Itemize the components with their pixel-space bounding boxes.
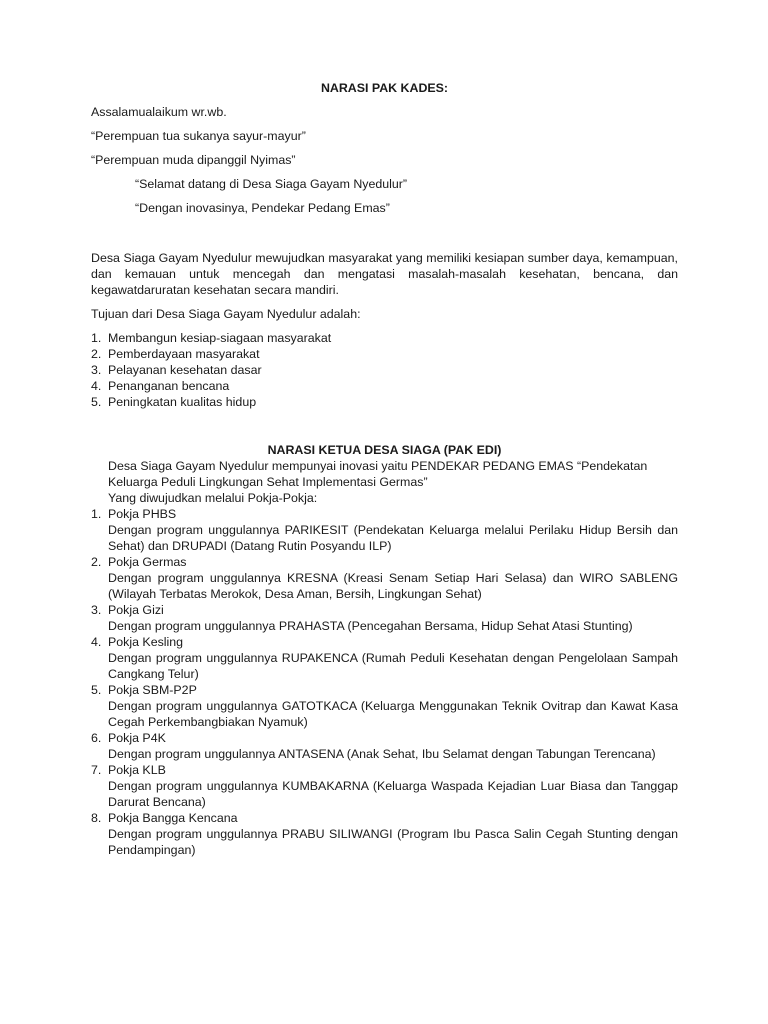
list-item bbox=[91, 330, 678, 346]
pokja-program: Dengan program unggulannya KRESNA (Kreasi Senam Setiap Hari Selasa) dan WIRO SABLENG (Wilayah Terbatas Merokok, Desa Aman, Bersih, Lingkungan Sehat) bbox=[108, 571, 678, 601]
list-item-text: Peningkatan kualitas hidup bbox=[108, 395, 257, 409]
list-number: 3. bbox=[91, 363, 102, 377]
list-number: 1. bbox=[91, 331, 102, 345]
desa-siaga-paragraph: Desa Siaga Gayam Nyedulur mewujudkan masyarakat yang memiliki kesiapan sumber daya, kemampuan, dan kemauan untuk mencegah dan mengatasi masalah-masalah kesehatan, bencana, dan kegawatdaruratan kesehatan secara mandiri. bbox=[91, 251, 678, 297]
list-number: 7. bbox=[91, 763, 102, 777]
pokja-program: Dengan program unggulannya ANTASENA (Anak Sehat, Ibu Selamat dengan Tabungan Terencana) bbox=[108, 747, 656, 761]
pokja-item bbox=[91, 682, 678, 730]
pokja-item bbox=[91, 810, 678, 858]
pokja-name: Pokja SBM-P2P bbox=[108, 683, 197, 697]
quote-line-4: “Dengan inovasinya, Pendekar Pedang Emas” bbox=[135, 201, 390, 215]
ketua-intro-2: Yang diwujudkan melalui Pokja-Pokja: bbox=[108, 491, 318, 505]
list-number: 5. bbox=[91, 683, 102, 697]
section-title-kades: NARASI PAK KADES: bbox=[320, 81, 449, 95]
pokja-program: Dengan program unggulannya PRAHASTA (Pencegahan Bersama, Hidup Sehat Atasi Stunting) bbox=[108, 619, 633, 633]
list-item bbox=[91, 362, 678, 378]
section-ketua bbox=[91, 442, 678, 858]
pokja-program: Dengan program unggulannya PARIKESIT (Pendekatan Keluarga melalui Perilaku Hidup Bersih dan Sehat) dan DRUPADI (Datang Rutin Posyandu ILP) bbox=[108, 523, 678, 553]
section-title-ketua: NARASI KETUA DESA SIAGA (PAK EDI) bbox=[267, 443, 502, 457]
list-item-text: Pelayanan kesehatan dasar bbox=[108, 363, 262, 377]
list-number: 4. bbox=[91, 635, 102, 649]
pokja-item bbox=[91, 634, 678, 682]
pokja-item bbox=[91, 730, 678, 762]
section-kades-body bbox=[91, 250, 678, 410]
list-item-text: Membangun kesiap-siagaan masyarakat bbox=[108, 331, 332, 345]
purpose-list bbox=[91, 330, 678, 410]
pokja-name: Pokja Gizi bbox=[108, 603, 164, 617]
purpose-intro: Tujuan dari Desa Siaga Gayam Nyedulur adalah: bbox=[91, 307, 361, 321]
pokja-program: Dengan program unggulannya GATOTKACA (Keluarga Menggunakan Teknik Ovitrap dan Kawat Kasa Cegah Perkembangbiakan Nyamuk) bbox=[108, 699, 678, 729]
list-number: 4. bbox=[91, 379, 102, 393]
greeting-text: Assalamualaikum wr.wb. bbox=[91, 105, 227, 119]
pokja-program: Dengan program unggulannya PRABU SILIWANGI (Program Ibu Pasca Salin Cegah Stunting dengan Pendampingan) bbox=[108, 827, 678, 857]
quote-line-2: “Perempuan muda dipanggil Nyimas” bbox=[91, 153, 296, 167]
pokja-name: Pokja P4K bbox=[108, 731, 166, 745]
list-number: 6. bbox=[91, 731, 102, 745]
pokja-name: Pokja Germas bbox=[108, 555, 187, 569]
list-number: 2. bbox=[91, 555, 102, 569]
list-number: 1. bbox=[91, 507, 102, 521]
pokja-name: Pokja KLB bbox=[108, 763, 166, 777]
pokja-name: Pokja PHBS bbox=[108, 507, 177, 521]
pokja-item bbox=[91, 762, 678, 810]
list-number: 5. bbox=[91, 395, 102, 409]
list-number: 8. bbox=[91, 811, 102, 825]
list-item-text: Penanganan bencana bbox=[108, 379, 230, 393]
list-item bbox=[91, 378, 678, 394]
section-kades bbox=[91, 80, 678, 216]
pokja-list bbox=[91, 506, 678, 858]
pokja-program: Dengan program unggulannya RUPAKENCA (Rumah Peduli Kesehatan dengan Pengelolaan Sampah Cangkang Telur) bbox=[108, 651, 678, 681]
pokja-item bbox=[91, 554, 678, 602]
quote-line-1: “Perempuan tua sukanya sayur-mayur” bbox=[91, 129, 306, 143]
pokja-name: Pokja Bangga Kencana bbox=[108, 811, 238, 825]
quote-line-3: “Selamat datang di Desa Siaga Gayam Nyedulur” bbox=[135, 177, 408, 191]
list-number: 2. bbox=[91, 347, 102, 361]
list-item-text: Pemberdayaan masyarakat bbox=[108, 347, 260, 361]
pokja-item bbox=[91, 602, 678, 634]
pokja-item bbox=[91, 506, 678, 554]
list-number: 3. bbox=[91, 603, 102, 617]
pokja-program: Dengan program unggulannya KUMBAKARNA (Keluarga Waspada Kejadian Luar Biasa dan Tanggap Darurat Bencana) bbox=[108, 779, 678, 809]
pokja-name: Pokja Kesling bbox=[108, 635, 184, 649]
ketua-intro: Desa Siaga Gayam Nyedulur mempunyai inovasi yaitu PENDEKAR PEDANG EMAS “Pendekatan Keluarga Peduli Lingkungan Sehat Implementasi Germas” bbox=[108, 459, 648, 489]
list-item bbox=[91, 346, 678, 362]
list-item bbox=[91, 394, 678, 410]
